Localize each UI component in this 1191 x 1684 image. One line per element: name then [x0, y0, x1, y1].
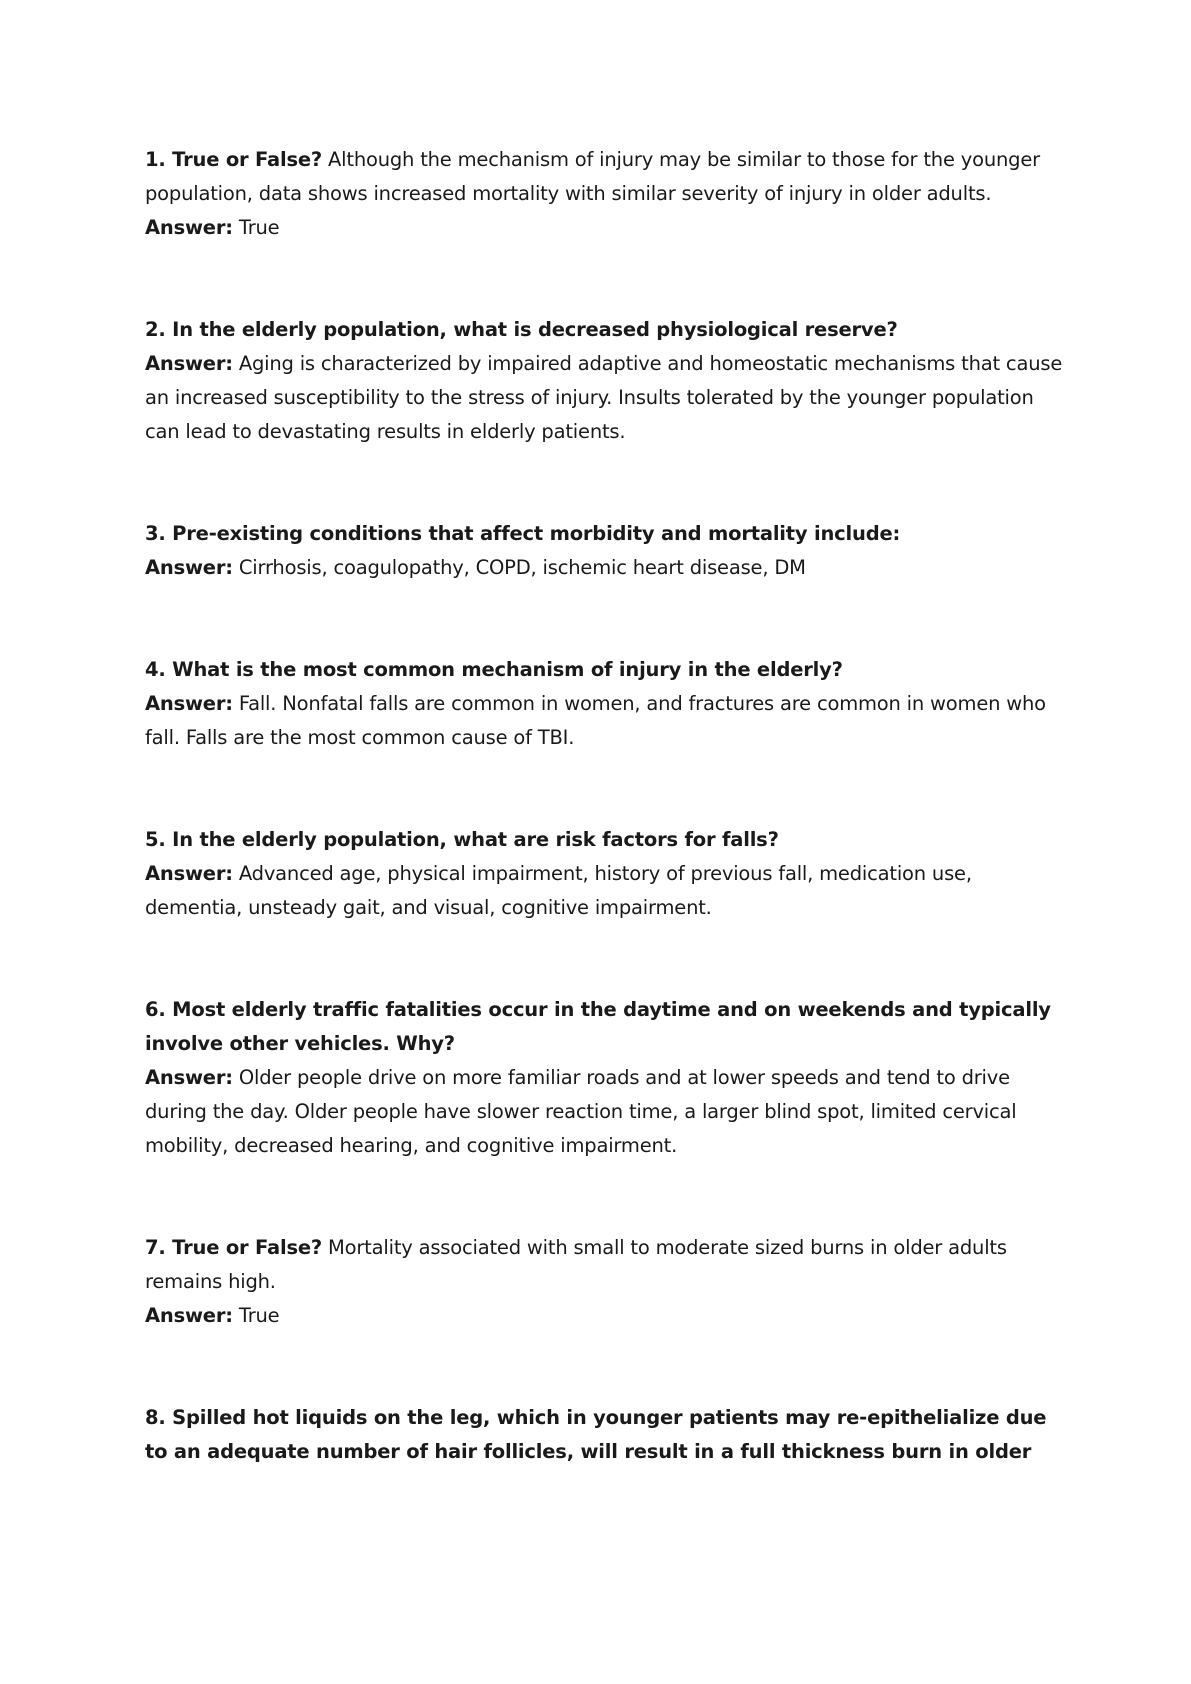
question-text: Mortality associated with small to moderate sized burns in older adults remains high. [145, 1236, 1007, 1293]
question [145, 143, 1065, 211]
answer-text: True [232, 1304, 280, 1327]
answer [145, 687, 1065, 755]
answer-text: Cirrhosis, coagulopathy, COPD, ischemic heart disease, DM [232, 556, 806, 579]
answer-text: Aging is characterized by impaired adaptive and homeostatic mechanisms that cause an increased susceptibility to the stress of injury. Insults tolerated by the younger population can lead to devastating results in elderly patients. [145, 352, 1063, 443]
qa-item-7 [145, 1231, 1065, 1333]
qa-item-8 [145, 1401, 1065, 1469]
answer-label: Answer: [145, 1066, 233, 1089]
answer-text: True [232, 216, 280, 239]
answer-text: Older people drive on more familiar roads and at lower speeds and tend to drive during the day. Older people have slower reaction time, a larger blind spot, limited cervical mobility, decreased hearing, and cognitive impairment. [145, 1066, 1017, 1157]
question-text: Although the mechanism of injury may be similar to those for the younger population, data shows increased mortality with similar severity of injury in older adults. [145, 148, 1040, 205]
answer [145, 347, 1065, 449]
question-prefix: 2. In the elderly population, what is decreased physiological reserve? [145, 318, 898, 341]
question-prefix: 5. In the elderly population, what are risk factors for falls? [145, 828, 779, 851]
question-prefix: 1. True or False? [145, 148, 323, 171]
question-prefix: 6. Most elderly traffic fatalities occur in the daytime and on weekends and typically involve other vehicles. Why? [145, 998, 1051, 1055]
qa-item-5 [145, 823, 1065, 925]
qa-item-1 [145, 143, 1065, 245]
answer [145, 1061, 1065, 1163]
answer-label: Answer: [145, 216, 233, 239]
question-prefix: 8. Spilled hot liquids on the leg, which in younger patients may re-epithelialize due to an adequate number of hair follicles, will result in a full thickness burn in older [145, 1406, 1047, 1463]
question [145, 653, 1065, 687]
question [145, 1231, 1065, 1299]
document-page [145, 143, 1065, 1469]
question [145, 823, 1065, 857]
question-prefix: 4. What is the most common mechanism of injury in the elderly? [145, 658, 843, 681]
qa-item-3 [145, 517, 1065, 585]
qa-item-2 [145, 313, 1065, 449]
answer [145, 1299, 1065, 1333]
question [145, 517, 1065, 551]
question [145, 313, 1065, 347]
answer [145, 211, 1065, 245]
qa-item-6 [145, 993, 1065, 1163]
question-prefix: 3. Pre-existing conditions that affect morbidity and mortality include: [145, 522, 901, 545]
answer-label: Answer: [145, 352, 233, 375]
answer-text: Fall. Nonfatal falls are common in women, and fractures are common in women who fall. Falls are the most common cause of TBI. [145, 692, 1046, 749]
answer-label: Answer: [145, 556, 233, 579]
qa-item-4 [145, 653, 1065, 755]
question [145, 1401, 1065, 1469]
answer-label: Answer: [145, 1304, 233, 1327]
answer-label: Answer: [145, 862, 233, 885]
answer-text: Advanced age, physical impairment, history of previous fall, medication use, dementia, unsteady gait, and visual, cognitive impairment. [145, 862, 972, 919]
answer [145, 857, 1065, 925]
question [145, 993, 1065, 1061]
question-prefix: 7. True or False? [145, 1236, 323, 1259]
answer-label: Answer: [145, 692, 233, 715]
answer [145, 551, 1065, 585]
